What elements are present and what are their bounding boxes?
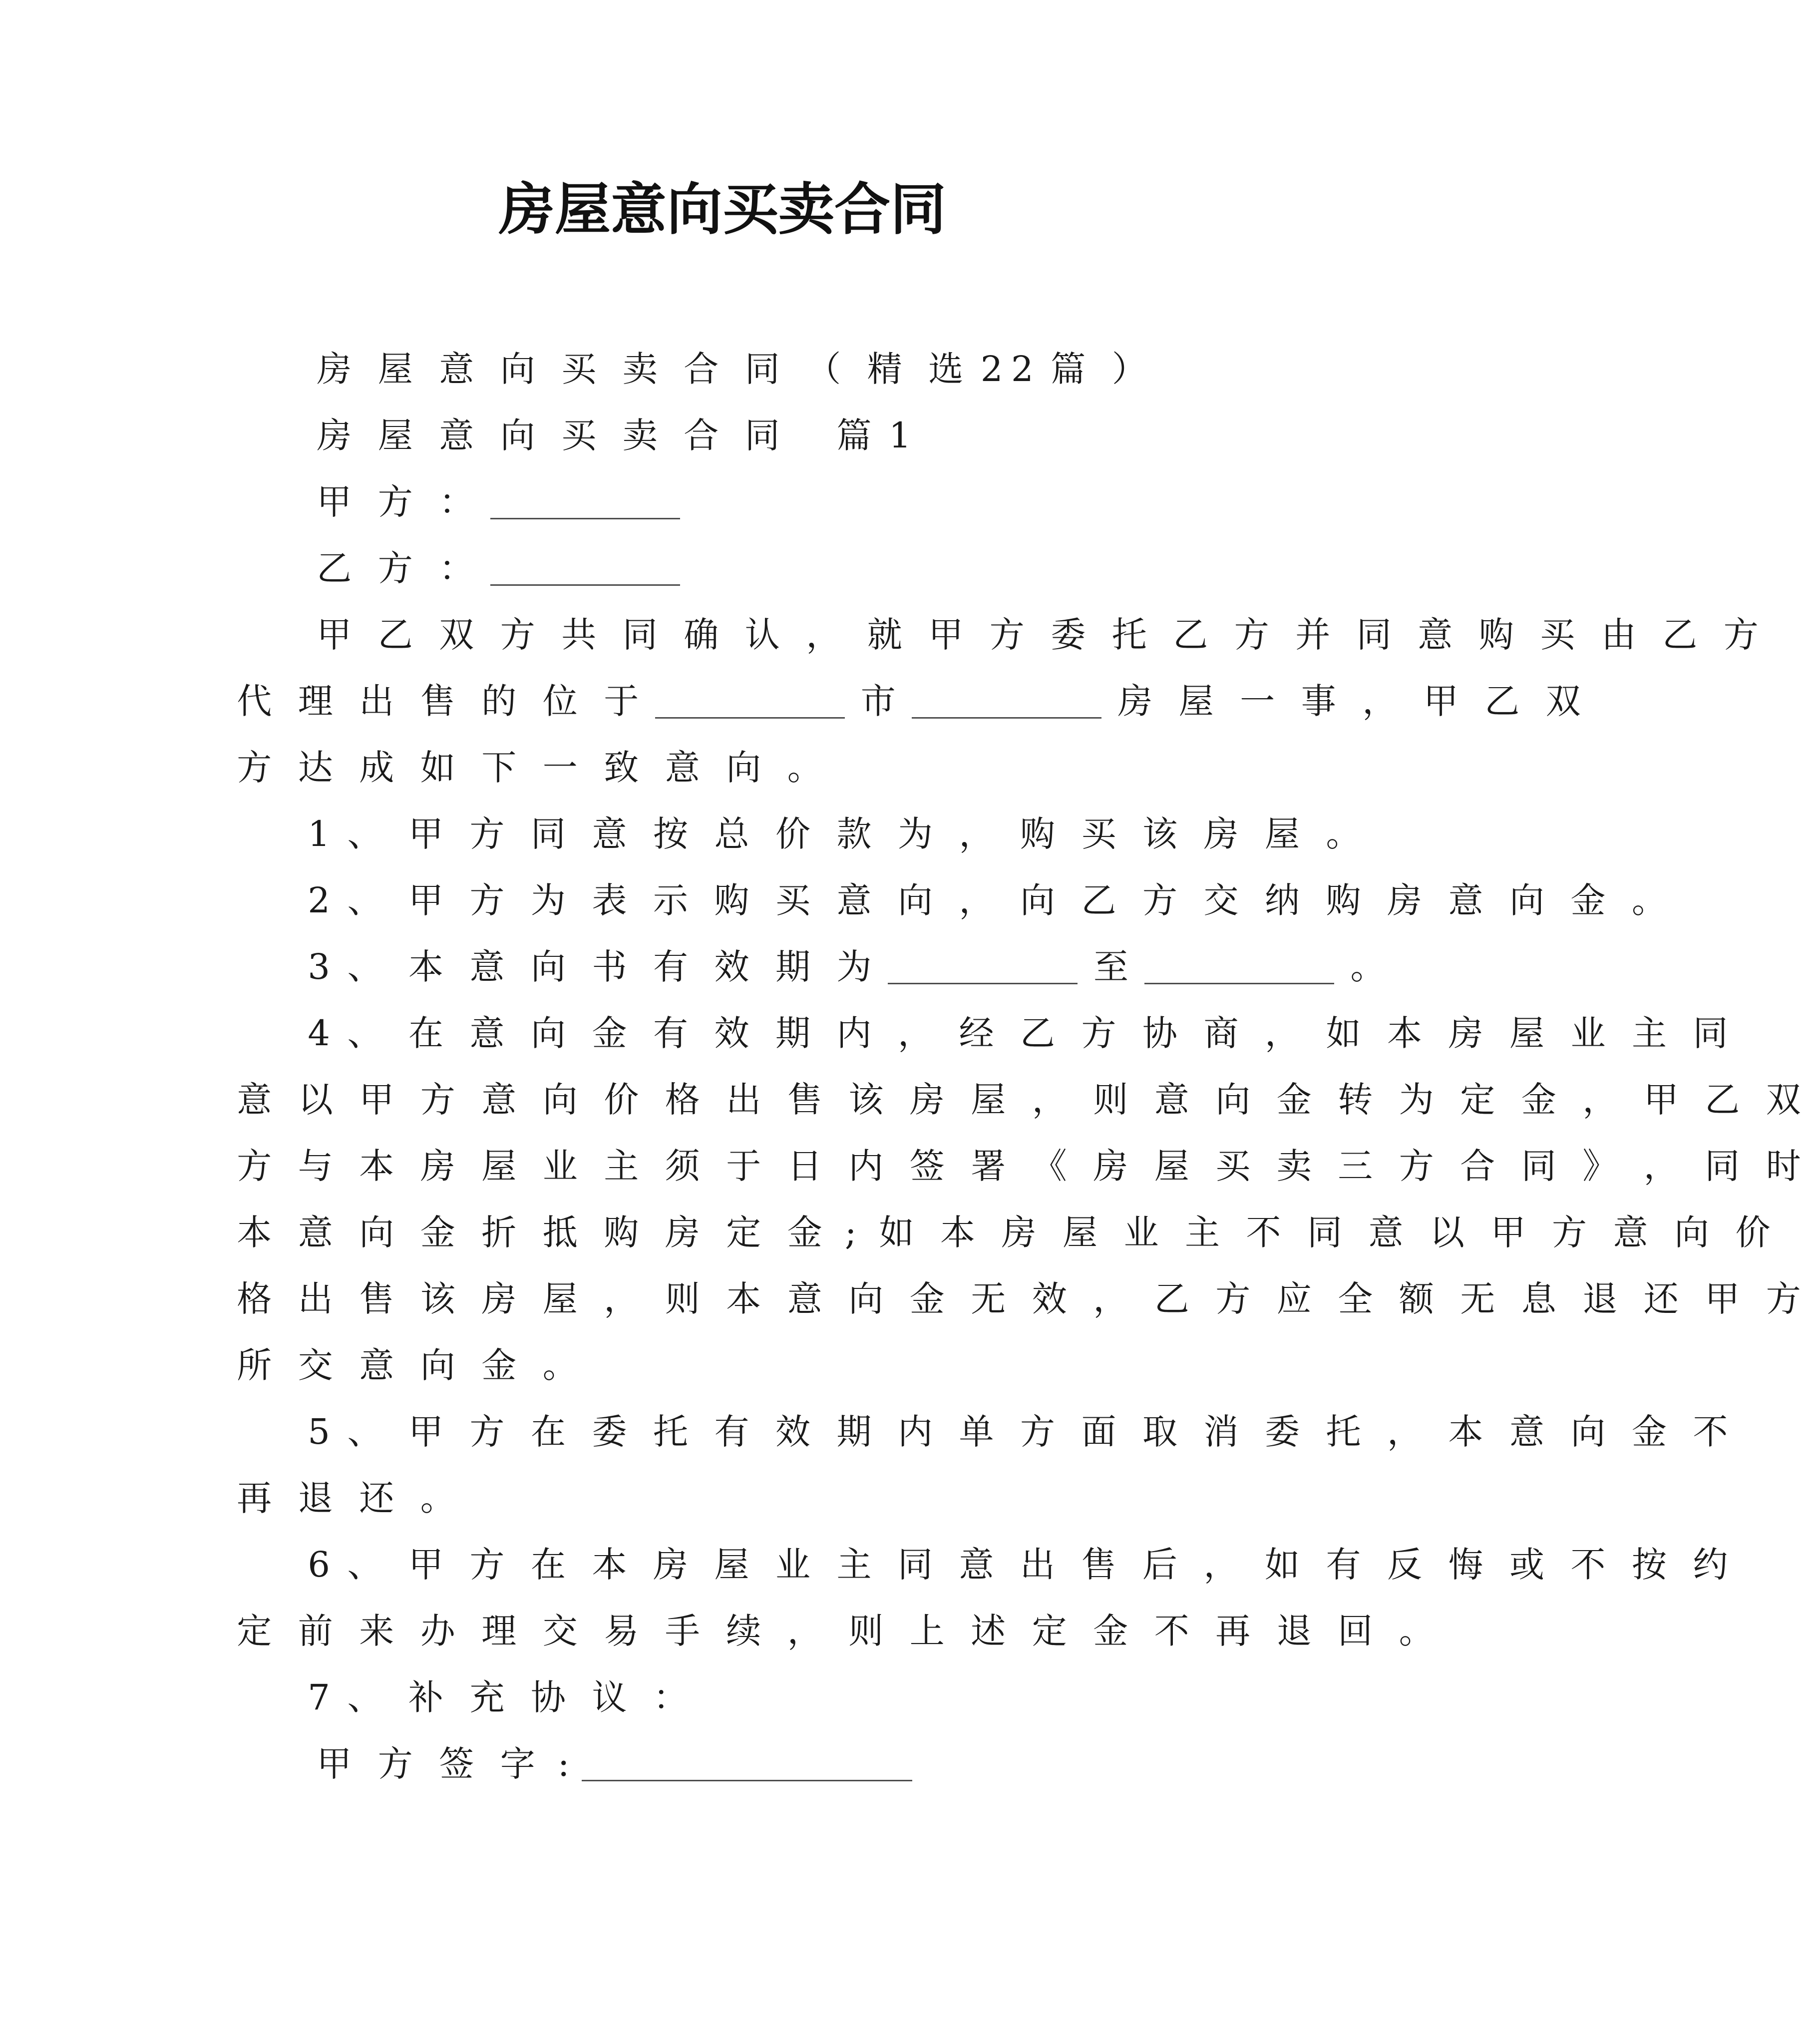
fill-in-blank: [1144, 983, 1334, 984]
fill-in-blank: [912, 717, 1101, 719]
fill-in-blank: [490, 584, 680, 586]
fill-in-blank: [582, 1780, 912, 1781]
fill-in-blank: [888, 983, 1078, 984]
fill-in-blank: [655, 717, 845, 719]
fill-in-blank: [490, 518, 680, 519]
document-title: 房屋意向买卖合同: [499, 177, 946, 242]
document-page: 房屋意向买卖合同 房 屋 意 向 买 卖 合 同 （ 精 选 2 2 篇 ） 房 屋 意 向 买 卖 合 同 篇 1 甲 方 ： 乙 方 ： 甲 乙 双 方 共 同 确 认 ， 就 甲 方 委 托 乙 方 并 同 意 购 买 由 乙 方 代 理 出 售 的 位 于 市 房 屋 一 事 ， 甲 乙 双 方 达 成 如 下 一 致 意 向 。 1 、 甲 方 同 意 按 总 价 款 为 ， 购 买 该 房 屋 。 2 、 甲 方 为 表 示 购 买 意 向 ， 向 乙 方 交 纳 购 房 意 向 金 。 3 、 本 意 向 书 有 效 期 为 至 。 4 、 在 意 向 金 有 效 期 内 ， 经 乙 方 协 商 ， 如 本 房 屋 业 主 同 意 以 甲 方 意 向 价 格 出 售 该 房 屋 ， 则 意 向 金 转 为 定 金 ， 甲 乙 双 方 与 本 房 屋 业 主 须 于 日 内 签 署 《 房 屋 买 卖 三 方 合 同 》 ， 同 时 本 意 向 金 折 抵 购 房 定 金 ; 如 本 房 屋 业 主 不 同 意 以 甲 方 意 向 价 格 出 售 该 房 屋 ， 则 本 意 向 金 无 效 ， 乙 方 应 全 额 无 息 退 还 甲 方 所 交 意 向 金 。 5 、 甲 方 在 委 托 有 效 期 内 单 方 面 取 消 委 托 ， 本 意 向 金 不 再 退 还 。 6 、 甲 方 在 本 房 屋 业 主 同 意 出 售 后 ， 如 有 反 悔 或 不 按 约 定 前 来 办 理 交 易 手 续 ， 则 上 述 定 金 不 再 退 回 。 7 、 补 充 协 议 ： 甲 方 签 字 :: [0, 0, 1445, 2044]
